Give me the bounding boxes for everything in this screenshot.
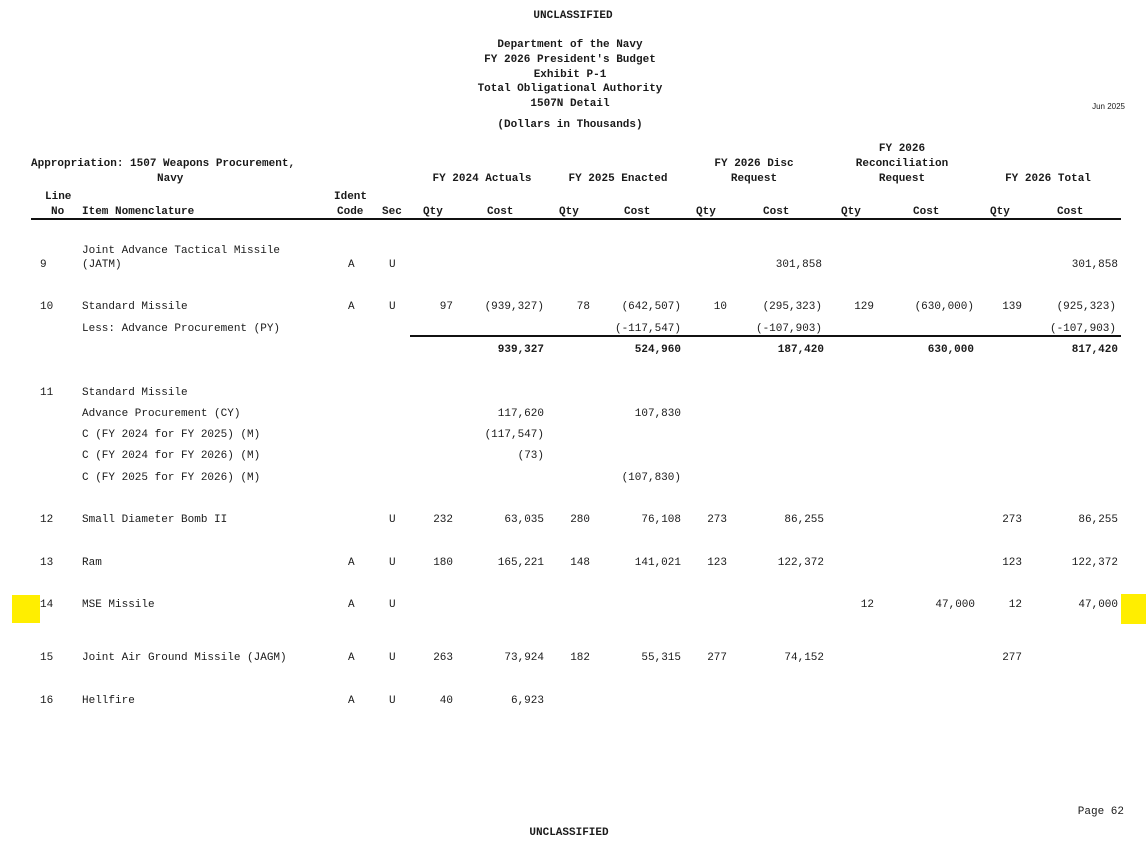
col-line-1: Line (45, 191, 72, 203)
row-9-cost-fy2026total: 301,858 (1071, 259, 1118, 271)
header-line-exhibit: Exhibit P-1 (533, 69, 607, 81)
row-15-line: 15 (40, 652, 54, 664)
row-10-qty-fy2026total: 139 (1002, 301, 1022, 313)
subtotal-cost-fy2026rec: 630,000 (927, 344, 974, 356)
row-10-cost-fy2026disc: (295,323) (762, 301, 822, 313)
row-14-item: MSE Missile (82, 599, 155, 611)
row-10-less-ap-cost-fy2025: (-117,547) (614, 323, 681, 335)
row-12-cost-fy2024: 63,035 (504, 514, 544, 526)
row-10-item: Standard Missile (82, 301, 188, 313)
row-15-ident: A (348, 652, 355, 664)
row-10-qty-fy2025: 78 (576, 301, 590, 313)
row-10-cost-fy2024: (939,327) (484, 301, 544, 313)
row-13-qty-fy2026disc: 123 (707, 557, 727, 569)
row-13-qty-fy2024: 180 (433, 557, 453, 569)
row-16-qty-fy2024: 40 (439, 695, 453, 707)
col-cost-fy2026disc: Cost (763, 206, 790, 218)
row-16-ident: A (348, 695, 355, 707)
row-13-cost-fy2026total: 122,372 (1071, 557, 1118, 569)
row-14-ident: A (348, 599, 355, 611)
row-11-line: 11 (40, 387, 54, 399)
row-10-cost-fy2026total: (925,323) (1056, 301, 1116, 313)
row-15-item: Joint Air Ground Missile (JAGM) (82, 652, 287, 664)
group-fy2025: FY 2025 Enacted (568, 173, 668, 185)
row-15-qty-fy2026disc: 277 (707, 652, 727, 664)
row-11-ap-cy-cost-fy2024: 117,620 (497, 408, 544, 420)
row-12-sec: U (389, 514, 396, 526)
group-fy2026disc-2: Request (730, 173, 778, 185)
row-9-sec: U (389, 259, 396, 271)
row-14-sec: U (389, 599, 396, 611)
row-9-item-line1: Joint Advance Tactical Missile (82, 245, 281, 257)
row-13-sec: U (389, 557, 396, 569)
group-fy2026rec-3: Request (878, 173, 926, 185)
units-note: (Dollars in Thousands) (497, 119, 643, 131)
row-10-less-ap-item: Less: Advance Procurement (PY) (82, 323, 281, 335)
row-11-c2426-item: C (FY 2024 for FY 2026) (M) (82, 450, 261, 462)
col-cost-fy2025: Cost (624, 206, 651, 218)
row-16-line: 16 (40, 695, 54, 707)
row-14-cost-fy2026rec: 47,000 (935, 599, 975, 611)
row-11-c2526-item: C (FY 2025 for FY 2026) (M) (82, 472, 261, 484)
header-line-dept: Department of the Navy (497, 39, 643, 51)
group-fy2024: FY 2024 Actuals (432, 173, 532, 185)
row-15-qty-fy2025: 182 (570, 652, 590, 664)
row-12-qty-fy2026disc: 273 (707, 514, 727, 526)
row-13-qty-fy2025: 148 (570, 557, 590, 569)
subtotal-rule (410, 335, 1121, 337)
row-13-cost-fy2024: 165,221 (497, 557, 544, 569)
header-line-toa: Total Obligational Authority (477, 83, 663, 95)
row-11-c2425-item: C (FY 2024 for FY 2025) (M) (82, 429, 261, 441)
col-qty-fy2024: Qty (423, 206, 443, 218)
row-9-ident: A (348, 259, 355, 271)
row-12-item: Small Diameter Bomb II (82, 514, 228, 526)
col-item: Item Nomenclature (82, 206, 195, 218)
row-11-c2426-cost-fy2024: (73) (517, 450, 544, 462)
row-14-cost-fy2026total: 47,000 (1078, 599, 1118, 611)
row-11-c2526-cost-fy2025: (107,830) (621, 472, 681, 484)
row-15-sec: U (389, 652, 396, 664)
row-13-line: 13 (40, 557, 54, 569)
row-10-less-ap-cost-fy2026disc: (-107,903) (755, 323, 822, 335)
col-qty-fy2026disc: Qty (696, 206, 716, 218)
row-11-ap-cy-cost-fy2025: 107,830 (634, 408, 681, 420)
row-10-ident: A (348, 301, 355, 313)
row-9-line: 9 (40, 259, 47, 271)
row-15-cost-fy2024: 73,924 (504, 652, 544, 664)
row-14-highlight-right (1121, 594, 1146, 624)
col-ident-1: Ident (334, 191, 368, 203)
row-13-item: Ram (82, 557, 102, 569)
row-12-qty-fy2026total: 273 (1002, 514, 1022, 526)
row-12-line: 12 (40, 514, 54, 526)
col-qty-fy2026total: Qty (990, 206, 1010, 218)
row-10-cost-fy2025: (642,507) (621, 301, 681, 313)
row-15-cost-fy2025: 55,315 (641, 652, 681, 664)
col-qty-fy2025: Qty (559, 206, 579, 218)
col-cost-fy2026total: Cost (1057, 206, 1084, 218)
row-15-cost-fy2026disc: 74,152 (784, 652, 824, 664)
row-10-qty-fy2026disc: 10 (713, 301, 727, 313)
row-11-c2425-cost-fy2024: (117,547) (484, 429, 544, 441)
group-fy2026rec-2: Reconciliation (855, 158, 949, 170)
row-10-qty-fy2024: 97 (439, 301, 453, 313)
row-12-qty-fy2024: 232 (433, 514, 453, 526)
row-14-highlight-left (12, 595, 40, 623)
appropriation-line1: Appropriation: 1507 Weapons Procurement, (31, 158, 296, 170)
subtotal-cost-fy2026total: 817,420 (1071, 344, 1118, 356)
row-12-cost-fy2026disc: 86,255 (784, 514, 824, 526)
page-number: Page 62 (1077, 806, 1124, 818)
row-13-cost-fy2026disc: 122,372 (777, 557, 824, 569)
row-9-item-line2: (JATM) (82, 259, 122, 271)
row-14-qty-fy2026total: 12 (1008, 599, 1022, 611)
header-line-detail: 1507N Detail (530, 98, 610, 110)
appropriation-line2: Navy (157, 173, 184, 185)
row-10-sec: U (389, 301, 396, 313)
row-16-cost-fy2024: 6,923 (510, 695, 544, 707)
row-12-qty-fy2025: 280 (570, 514, 590, 526)
bottom-classification: UNCLASSIFIED (529, 827, 609, 839)
col-ident-2: Code (337, 206, 364, 218)
group-fy2026total: FY 2026 Total (1005, 173, 1091, 185)
row-16-sec: U (389, 695, 396, 707)
row-14-line: 14 (40, 599, 54, 611)
row-13-cost-fy2025: 141,021 (634, 557, 681, 569)
col-cost-fy2024: Cost (487, 206, 514, 218)
col-cost-fy2026rec: Cost (913, 206, 940, 218)
subtotal-cost-fy2025: 524,960 (634, 344, 681, 356)
top-classification: UNCLASSIFIED (533, 10, 613, 22)
row-16-item: Hellfire (82, 695, 135, 707)
group-fy2026disc-1: FY 2026 Disc (714, 158, 794, 170)
col-line-2: No (51, 206, 65, 218)
report-date: Jun 2025 (1092, 102, 1125, 111)
row-15-qty-fy2024: 263 (433, 652, 453, 664)
row-12-cost-fy2025: 76,108 (641, 514, 681, 526)
subtotal-cost-fy2026disc: 187,420 (777, 344, 824, 356)
header-line-budget: FY 2026 President's Budget (484, 54, 656, 66)
header-rule (31, 218, 1121, 220)
row-12-cost-fy2026total: 86,255 (1078, 514, 1118, 526)
row-11-item: Standard Missile (82, 387, 188, 399)
row-10-less-ap-cost-fy2026total: (-107,903) (1049, 323, 1116, 335)
row-14-qty-fy2026rec: 12 (860, 599, 874, 611)
row-10-cost-fy2026rec: (630,000) (914, 301, 974, 313)
row-13-qty-fy2026total: 123 (1002, 557, 1022, 569)
row-9-cost-fy2026disc: 301,858 (775, 259, 822, 271)
row-10-line: 10 (40, 301, 54, 313)
col-sec: Sec (382, 206, 402, 218)
col-qty-fy2026rec: Qty (841, 206, 861, 218)
row-10-qty-fy2026rec: 129 (854, 301, 874, 313)
row-11-ap-cy-item: Advance Procurement (CY) (82, 408, 241, 420)
row-15-qty-fy2026total: 277 (1002, 652, 1022, 664)
subtotal-cost-fy2024: 939,327 (497, 344, 544, 356)
group-fy2026rec-1: FY 2026 (878, 143, 926, 155)
row-13-ident: A (348, 557, 355, 569)
